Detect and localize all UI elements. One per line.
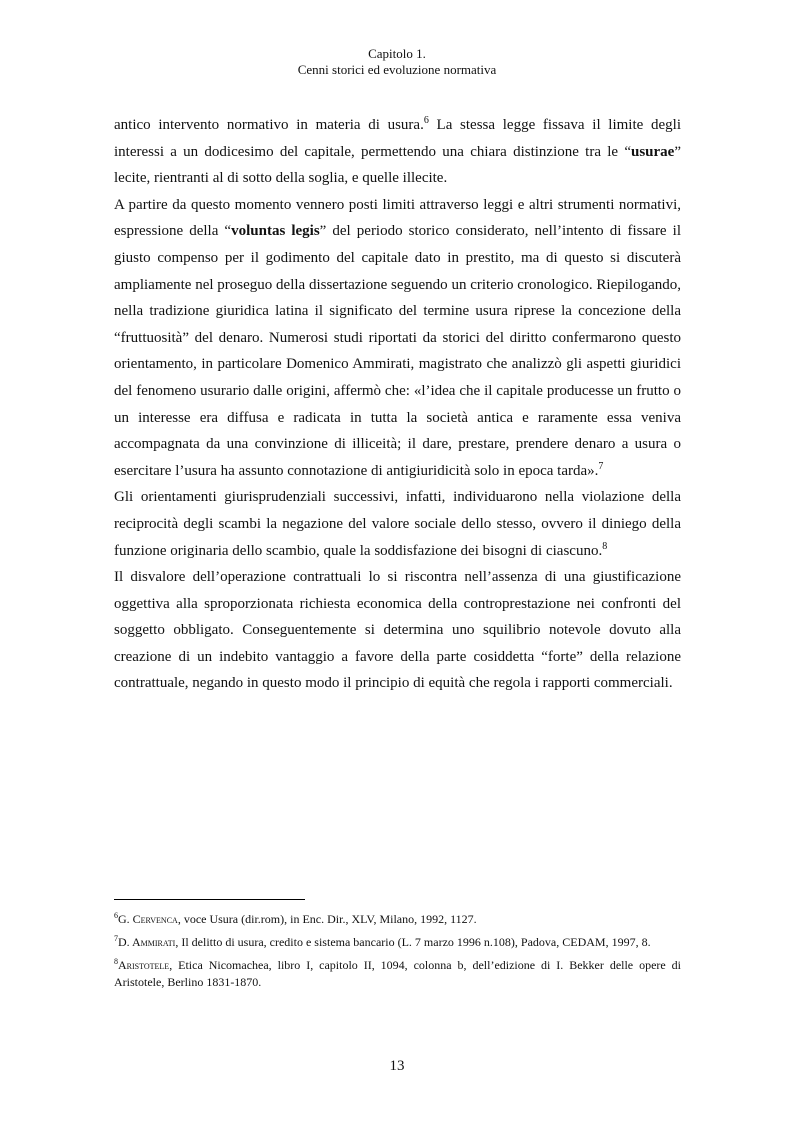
footnote-8 bbox=[114, 957, 681, 991]
paragraph-2-text-2: ” del periodo storico considerato, nell’intento di fissare il giusto compenso per il godimento del capitale dato in prestito, ma di questo si discuterà ampliamente nel proseguo della dissertazione seguendo un criterio cronologico. Riepilogando, nella tradizione giuridica latina il significato del termine usura riprese la concezione della “fruttuosità” del denaro. Numerosi studi riportati da storici del diritto confermarono questo orientamento, in particolare Domenico Ammirati, magistrato che analizzò gli aspetti giuridici del fenomeno usurario dalle origini, affermò che: «l’idea che il capitale producesse un frutto o un interesse era diffusa e radicata in tutta la società antica e raramente essa veniva accompagnata da una convinzione di illiceità; il dare, prestare, prendere denaro a usura o esercitare l’usura ha assunto connotazione di antigiuridicità solo in epoca tarda». bbox=[114, 223, 681, 479]
paragraph-3-text: Gli orientamenti giurisprudenziali successivi, infatti, individuarono nella violazione della reciprocità degli scambi la negazione del valore sociale dello stesso, ovvero il diniego della funzione originaria dello scambio, quale la soddisfazione dei bisogni di ciascuno. bbox=[114, 489, 681, 559]
paragraph-1-text: antico intervento normativo in materia di usura. bbox=[114, 117, 424, 133]
footnote-7 bbox=[114, 934, 681, 951]
paragraph-1-text-3: ” lecite, rientranti al di sotto della soglia, e quelle illecite. bbox=[114, 143, 681, 187]
footnote-author: G. Cervenca bbox=[118, 912, 178, 926]
body-text bbox=[114, 112, 681, 697]
paragraph-4-text: Il disvalore dell’operazione contrattuali lo si riscontra nell’assenza di una giustificazione oggettiva alla sproporzionata richiesta economica della controprestazione nei confronti del soggetto obbligato. Conseguentemente si determina uno squilibrio notevole dovuto alla creazione di un indebito vantaggio a favore della parte cosiddetta “forte” della relazione contrattuale, negando in questo modo il principio di equità che regola i rapporti commerciali. bbox=[114, 569, 681, 692]
footnote-text: , Il delitto di usura, credito e sistema bancario (L. 7 marzo 1996 n.108), Padova, CEDAM, 1997, 8. bbox=[175, 935, 651, 949]
footnote-text: , Etica Nicomachea, libro I, capitolo II, 1094, colonna b, dell’edizione di I. Bekker delle opere di Aristotele, Berlino 1831-1870. bbox=[114, 958, 681, 989]
paragraph-1-text-2: La stessa legge fissava il limite degli interessi a un dodicesimo del capitale, permettendo una chiara distinzione tra le “ bbox=[114, 117, 681, 160]
paragraph-2-text: A partire da questo momento vennero posti limiti attraverso leggi e altri strumenti normativi, espressione della “ bbox=[114, 196, 681, 240]
footnote-number: 8 bbox=[114, 957, 118, 966]
footnote-text: , voce Usura (dir.rom), in Enc. Dir., XLV, Milano, 1992, 1127. bbox=[177, 912, 477, 926]
footnote-number: 7 bbox=[114, 934, 118, 943]
chapter-title: Cenni storici ed evoluzione normativa bbox=[297, 62, 497, 77]
running-header bbox=[0, 46, 794, 78]
footnotes bbox=[114, 911, 681, 997]
emphasis-voluntas-legis: voluntas legis bbox=[231, 223, 320, 240]
paragraph-3 bbox=[114, 484, 681, 564]
footnote-ref-6[interactable]: 6 bbox=[423, 115, 429, 126]
paragraph-2 bbox=[114, 192, 681, 485]
footnote-number: 6 bbox=[114, 911, 118, 920]
paragraph-4 bbox=[114, 564, 681, 697]
page-number: 13 bbox=[389, 1058, 405, 1074]
footnote-separator bbox=[114, 899, 305, 900]
footnote-ref-8[interactable]: 8 bbox=[602, 540, 608, 552]
footnote-6 bbox=[114, 911, 681, 928]
emphasis-usurae: usurae bbox=[630, 143, 675, 160]
chapter-number: Capitolo 1. bbox=[368, 46, 426, 61]
paragraph-1 bbox=[114, 112, 681, 192]
footnote-ref-7[interactable]: 7 bbox=[598, 460, 604, 472]
footnote-author: D. Ammirati bbox=[118, 935, 176, 949]
footnote-author: Aristotele bbox=[118, 958, 170, 972]
